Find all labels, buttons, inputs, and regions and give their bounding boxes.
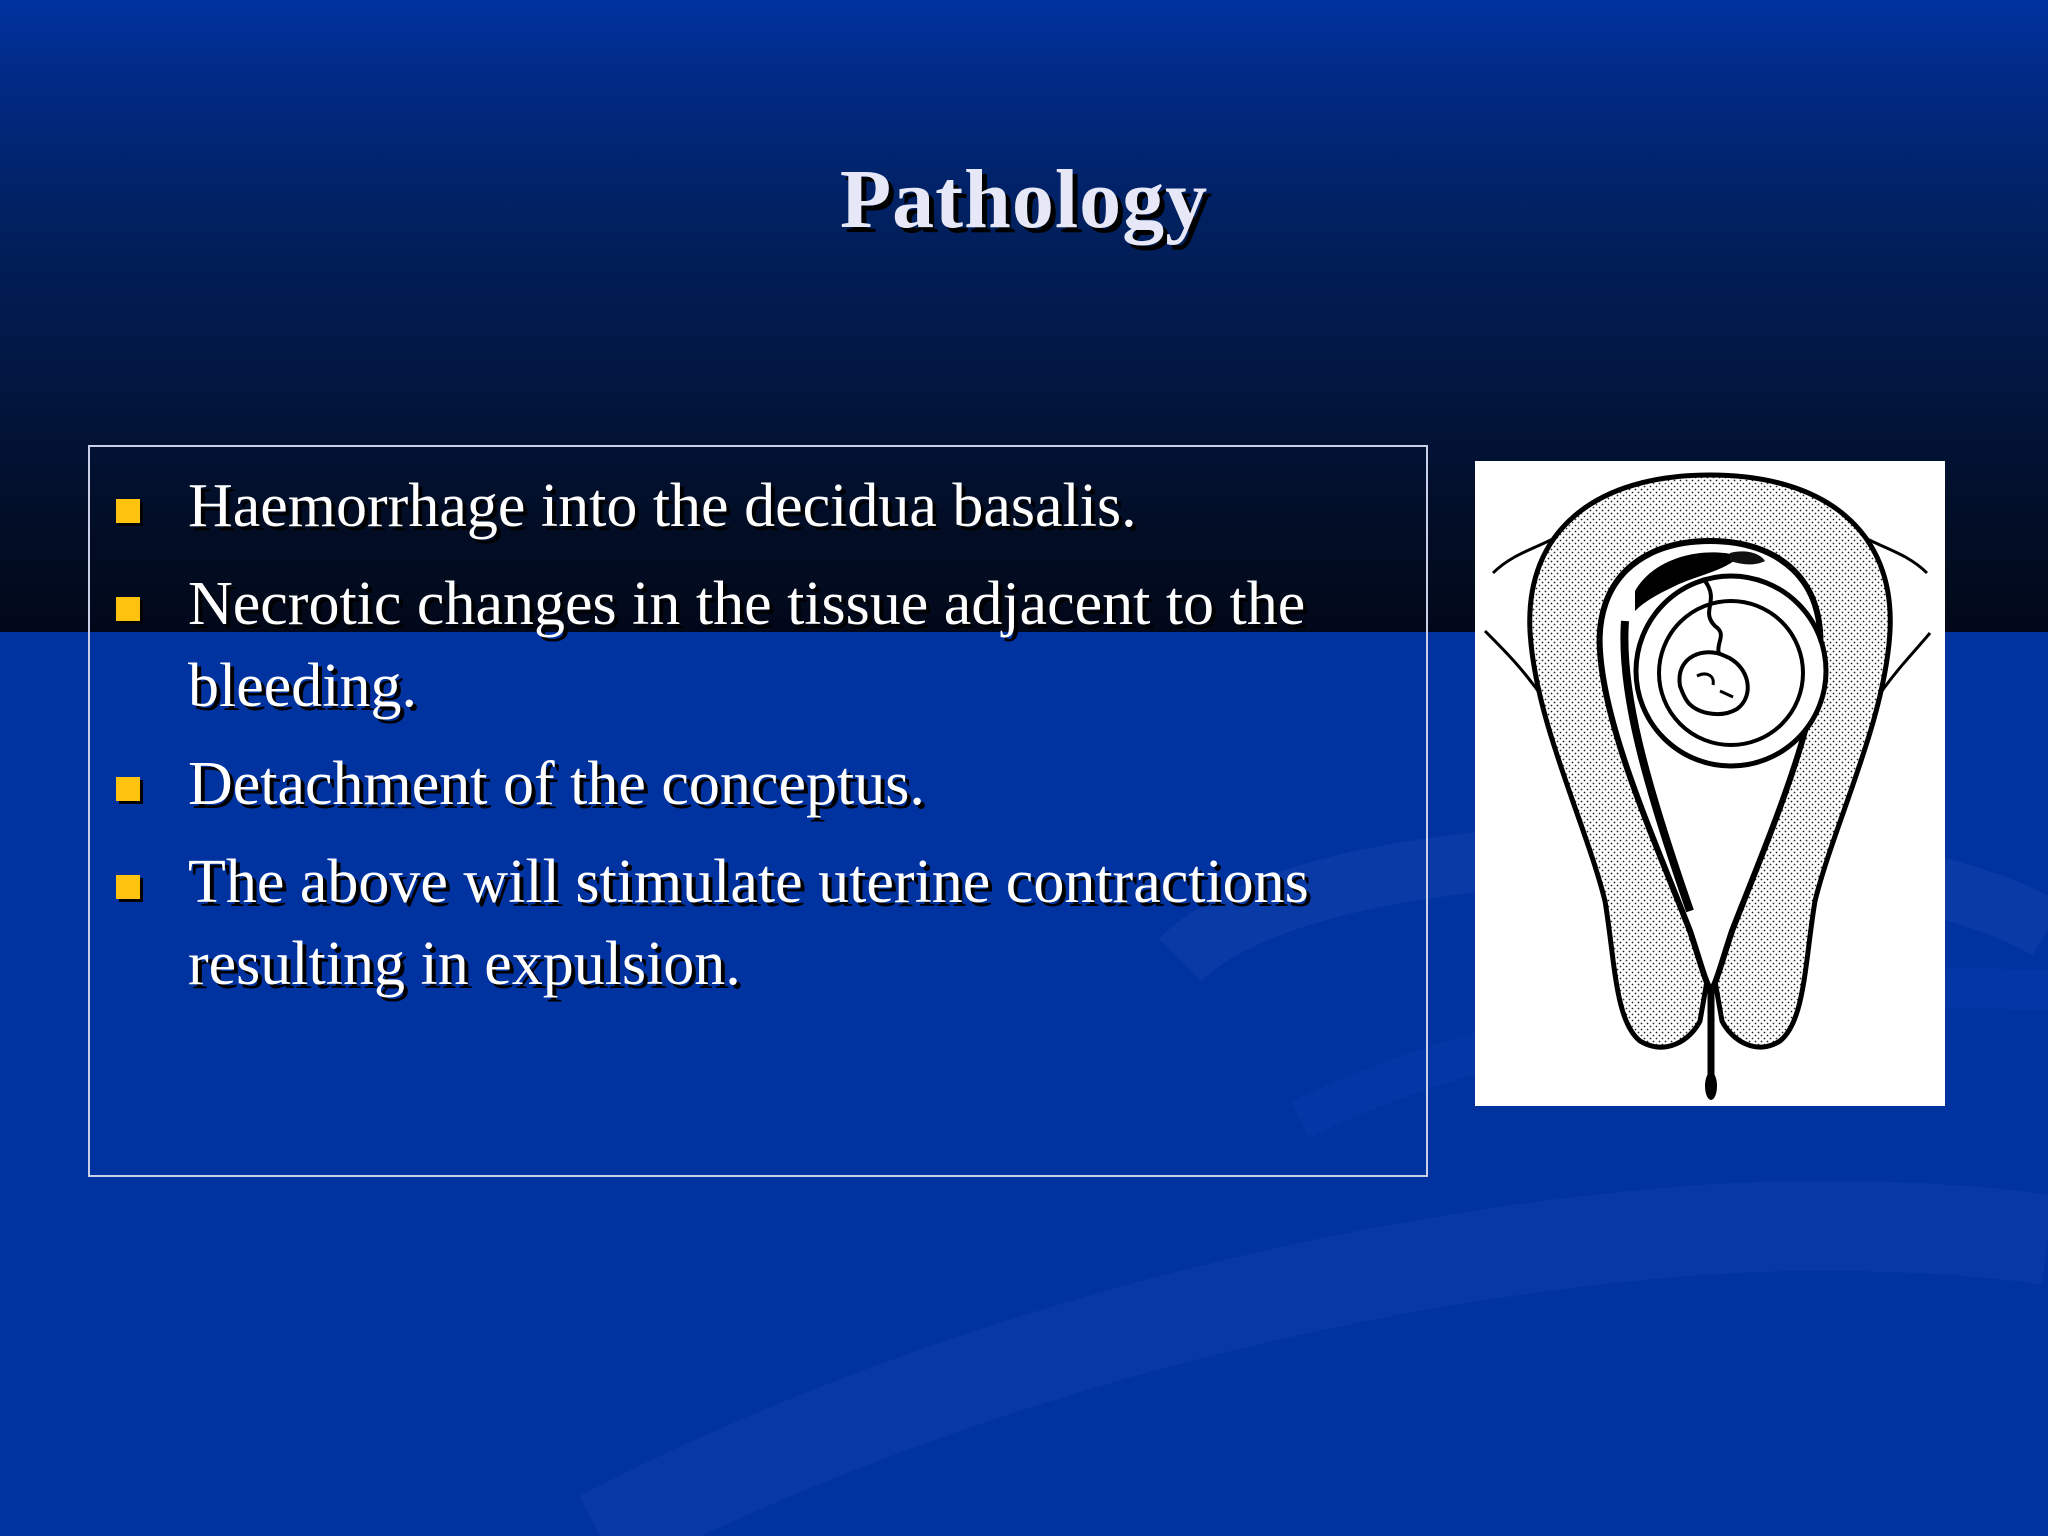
bullet-item [90,841,1426,1005]
bullet-item [90,743,1426,825]
square-bullet-icon [116,777,140,801]
bullet-text: The above will stimulate uterine contractions resulting in expulsion. [188,848,1309,998]
bullet-text: Haemorrhage into the decidua basalis. [188,472,1137,540]
bullet-item [90,465,1426,547]
bullet-list [90,465,1426,1021]
bullet-text: Detachment of the conceptus. [188,750,925,818]
square-bullet-icon [116,499,140,523]
content-text-box [88,445,1428,1177]
bullet-item [90,563,1426,727]
uterus-illustration-panel [1475,461,1945,1106]
square-bullet-icon [116,597,140,621]
slide-title: Pathology [839,153,1209,246]
square-bullet-icon [116,875,140,899]
uterus-with-conceptus-illustration-icon [1475,461,1945,1106]
bullet-text: Necrotic changes in the tissue adjacent to the bleeding. [188,570,1306,720]
